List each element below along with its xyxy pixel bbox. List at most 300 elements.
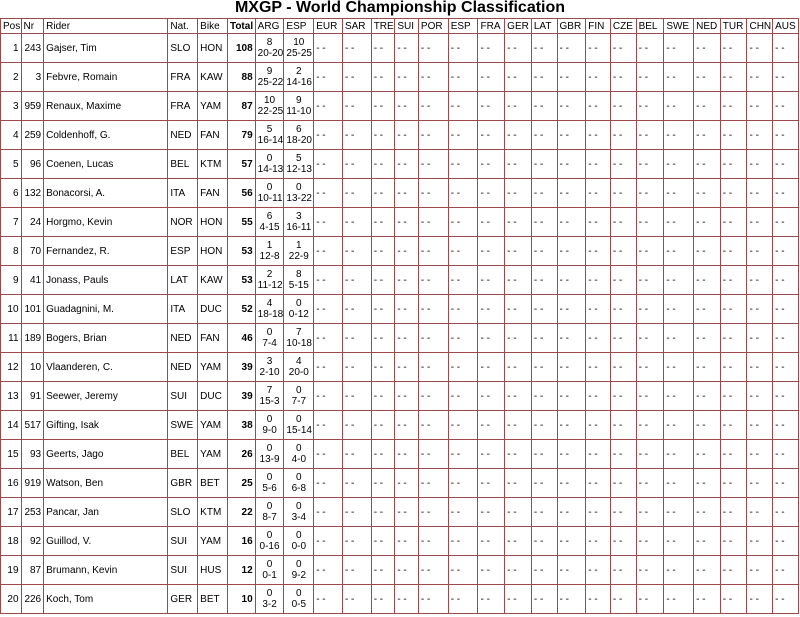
cell-round-empty: - -	[610, 266, 636, 295]
heat-points: 3-2	[262, 599, 277, 610]
cell-round-empty: - -	[505, 179, 532, 208]
cell-round-empty: - -	[448, 527, 478, 556]
cell-number: 189	[21, 324, 44, 353]
cell-round-empty: - -	[448, 34, 478, 63]
cell-round-empty: - -	[773, 585, 799, 614]
round-points: 0	[266, 443, 273, 454]
cell-round-empty: - -	[505, 411, 532, 440]
cell-round-empty: - -	[314, 208, 343, 237]
cell-round-empty: - -	[610, 295, 636, 324]
heat-points: 20-20	[257, 48, 284, 59]
cell-total: 108	[227, 34, 255, 63]
cell-round-empty: - -	[505, 498, 532, 527]
cell-round-empty: - -	[636, 440, 664, 469]
cell-round-empty: - -	[586, 92, 611, 121]
cell-round-empty: - -	[720, 121, 747, 150]
cell-rider: Guadagnini, M.	[44, 295, 168, 324]
cell-round-empty: - -	[531, 63, 557, 92]
round-points: 0	[296, 559, 302, 570]
cell-round-empty: - -	[773, 498, 799, 527]
cell-round-result	[284, 92, 314, 121]
cell-round-result	[284, 208, 314, 237]
cell-round-empty: - -	[342, 63, 371, 92]
cell-round-empty: - -	[586, 150, 611, 179]
cell-round-empty: - -	[747, 266, 773, 295]
cell-round-empty: - -	[371, 237, 395, 266]
cell-round-empty: - -	[371, 324, 395, 353]
cell-round-empty: - -	[773, 469, 799, 498]
round-points: 6	[266, 211, 273, 222]
round-points: 7	[296, 327, 302, 338]
cell-bike: DUC	[198, 295, 228, 324]
cell-round-empty: - -	[531, 411, 557, 440]
cell-round-empty: - -	[314, 353, 343, 382]
cell-round-empty: - -	[448, 63, 478, 92]
round-points: 0	[296, 588, 302, 599]
cell-nationality: ITA	[168, 179, 198, 208]
round-points: 10	[263, 95, 276, 106]
cell-pos: 1	[1, 34, 22, 63]
cell-round-empty: - -	[664, 34, 694, 63]
cell-round-empty: - -	[586, 527, 611, 556]
cell-round-empty: - -	[478, 382, 505, 411]
round-points: 0	[266, 414, 273, 425]
cell-round-empty: - -	[586, 585, 611, 614]
table-row	[1, 498, 799, 527]
cell-round-empty: - -	[342, 121, 371, 150]
cell-nationality: ESP	[168, 237, 198, 266]
cell-round-empty: - -	[586, 382, 611, 411]
heat-points: 5-15	[288, 280, 309, 291]
round-points: 0	[296, 385, 302, 396]
cell-round-empty: - -	[586, 121, 611, 150]
cell-round-result	[284, 34, 314, 63]
cell-round-empty: - -	[636, 469, 664, 498]
round-points: 0	[296, 530, 302, 541]
cell-round-empty: - -	[395, 179, 419, 208]
cell-round-empty: - -	[448, 556, 478, 585]
cell-round-empty: - -	[636, 585, 664, 614]
table-row	[1, 63, 799, 92]
cell-round-empty: - -	[531, 324, 557, 353]
cell-round-empty: - -	[342, 498, 371, 527]
cell-round-empty: - -	[557, 237, 586, 266]
cell-round-empty: - -	[694, 63, 721, 92]
cell-rider: Jonass, Pauls	[44, 266, 168, 295]
cell-round-empty: - -	[531, 295, 557, 324]
cell-round-empty: - -	[478, 411, 505, 440]
cell-round-empty: - -	[478, 266, 505, 295]
cell-round-empty: - -	[314, 469, 343, 498]
cell-round-empty: - -	[371, 382, 395, 411]
cell-bike: KTM	[198, 150, 228, 179]
cell-round-empty: - -	[586, 353, 611, 382]
cell-total: 88	[227, 63, 255, 92]
cell-round-empty: - -	[720, 237, 747, 266]
cell-round-result	[284, 295, 314, 324]
cell-round-empty: - -	[478, 208, 505, 237]
cell-round-empty: - -	[448, 382, 478, 411]
cell-round-empty: - -	[342, 237, 371, 266]
cell-round-empty: - -	[664, 63, 694, 92]
cell-round-empty: - -	[371, 92, 395, 121]
cell-total: 87	[227, 92, 255, 121]
round-points: 9	[266, 66, 273, 77]
cell-number: 517	[21, 411, 44, 440]
heat-points: 13-22	[286, 193, 312, 204]
heat-points: 10-11	[257, 193, 283, 204]
cell-round-result	[255, 556, 284, 585]
cell-round-result	[284, 469, 314, 498]
cell-round-empty: - -	[636, 63, 664, 92]
cell-round-empty: - -	[448, 440, 478, 469]
cell-round-empty: - -	[747, 237, 773, 266]
cell-round-empty: - -	[557, 411, 586, 440]
cell-round-empty: - -	[747, 208, 773, 237]
cell-round-result	[255, 150, 284, 179]
cell-round-empty: - -	[505, 63, 532, 92]
cell-round-empty: - -	[478, 63, 505, 92]
cell-nationality: SLO	[168, 34, 198, 63]
table-row	[1, 585, 799, 614]
cell-round-empty: - -	[371, 556, 395, 585]
cell-round-empty: - -	[314, 324, 343, 353]
cell-round-empty: - -	[664, 295, 694, 324]
round-points: 5	[296, 153, 302, 164]
heat-points: 7-7	[291, 396, 307, 407]
cell-round-empty: - -	[586, 34, 611, 63]
round-points: 0	[266, 588, 273, 599]
cell-bike: BET	[198, 585, 228, 614]
col-total: Total	[227, 19, 255, 34]
cell-rider: Vlaanderen, C.	[44, 353, 168, 382]
cell-round-empty: - -	[314, 179, 343, 208]
cell-rider: Bogers, Brian	[44, 324, 168, 353]
cell-rider: Horgmo, Kevin	[44, 208, 168, 237]
cell-round-empty: - -	[773, 411, 799, 440]
cell-round-empty: - -	[395, 237, 419, 266]
col-round: FRA	[478, 19, 505, 34]
cell-round-empty: - -	[371, 63, 395, 92]
cell-round-empty: - -	[418, 121, 448, 150]
cell-round-result	[255, 295, 284, 324]
col-round: TUR	[720, 19, 747, 34]
cell-round-empty: - -	[557, 585, 586, 614]
cell-number: 24	[21, 208, 44, 237]
cell-round-empty: - -	[418, 411, 448, 440]
cell-round-empty: - -	[448, 208, 478, 237]
cell-bike: KTM	[198, 498, 228, 527]
cell-round-empty: - -	[478, 353, 505, 382]
heat-points: 7-4	[262, 338, 277, 349]
col-round: CHN	[747, 19, 773, 34]
cell-round-empty: - -	[586, 295, 611, 324]
cell-round-empty: - -	[478, 585, 505, 614]
round-points: 5	[266, 124, 273, 135]
cell-round-empty: - -	[636, 556, 664, 585]
cell-round-empty: - -	[418, 237, 448, 266]
cell-round-empty: - -	[694, 121, 721, 150]
cell-pos: 11	[1, 324, 22, 353]
cell-round-empty: - -	[314, 498, 343, 527]
round-points: 3	[266, 356, 273, 367]
cell-round-empty: - -	[448, 498, 478, 527]
cell-round-empty: - -	[342, 585, 371, 614]
cell-round-empty: - -	[478, 556, 505, 585]
cell-round-empty: - -	[610, 324, 636, 353]
cell-total: 52	[227, 295, 255, 324]
cell-round-empty: - -	[557, 295, 586, 324]
cell-round-empty: - -	[747, 353, 773, 382]
cell-round-empty: - -	[586, 179, 611, 208]
cell-round-empty: - -	[314, 266, 343, 295]
cell-round-result	[284, 498, 314, 527]
cell-bike: YAM	[198, 411, 228, 440]
cell-nationality: NED	[168, 121, 198, 150]
cell-pos: 8	[1, 237, 22, 266]
cell-round-empty: - -	[448, 324, 478, 353]
cell-round-empty: - -	[371, 585, 395, 614]
cell-round-empty: - -	[557, 121, 586, 150]
cell-total: 79	[227, 121, 255, 150]
cell-round-empty: - -	[720, 585, 747, 614]
cell-round-empty: - -	[557, 208, 586, 237]
heat-points: 16-14	[257, 135, 284, 146]
cell-round-empty: - -	[314, 382, 343, 411]
cell-round-empty: - -	[747, 63, 773, 92]
cell-round-empty: - -	[531, 585, 557, 614]
cell-round-empty: - -	[636, 92, 664, 121]
cell-round-empty: - -	[395, 440, 419, 469]
cell-round-empty: - -	[586, 411, 611, 440]
cell-round-empty: - -	[505, 469, 532, 498]
cell-pos: 19	[1, 556, 22, 585]
cell-round-empty: - -	[694, 556, 721, 585]
cell-round-empty: - -	[636, 121, 664, 150]
cell-round-empty: - -	[664, 266, 694, 295]
cell-round-empty: - -	[664, 353, 694, 382]
cell-round-empty: - -	[664, 585, 694, 614]
table-body	[1, 34, 799, 614]
round-points: 0	[266, 472, 273, 483]
cell-round-empty: - -	[342, 324, 371, 353]
cell-round-empty: - -	[610, 585, 636, 614]
cell-round-empty: - -	[531, 121, 557, 150]
cell-round-empty: - -	[694, 411, 721, 440]
cell-round-result	[284, 179, 314, 208]
cell-nationality: SWE	[168, 411, 198, 440]
col-round: SAR	[342, 19, 371, 34]
cell-round-empty: - -	[395, 92, 419, 121]
round-points: 0	[266, 501, 273, 512]
cell-pos: 2	[1, 63, 22, 92]
col-round: SUI	[395, 19, 419, 34]
cell-round-result	[284, 527, 314, 556]
cell-round-empty: - -	[395, 208, 419, 237]
cell-round-empty: - -	[610, 353, 636, 382]
cell-rider: Seewer, Jeremy	[44, 382, 168, 411]
heat-points: 18-18	[257, 309, 284, 320]
cell-round-empty: - -	[720, 324, 747, 353]
cell-round-empty: - -	[636, 179, 664, 208]
cell-round-empty: - -	[314, 63, 343, 92]
cell-total: 25	[227, 469, 255, 498]
cell-round-empty: - -	[505, 121, 532, 150]
cell-round-empty: - -	[342, 527, 371, 556]
cell-round-empty: - -	[371, 440, 395, 469]
cell-round-empty: - -	[395, 266, 419, 295]
cell-round-empty: - -	[342, 34, 371, 63]
cell-nationality: SUI	[168, 382, 198, 411]
cell-round-empty: - -	[448, 469, 478, 498]
cell-round-empty: - -	[314, 411, 343, 440]
cell-bike: FAN	[198, 179, 228, 208]
cell-pos: 20	[1, 585, 22, 614]
heat-points: 6-8	[291, 483, 307, 494]
round-points: 6	[296, 124, 302, 135]
table-row	[1, 527, 799, 556]
cell-number: 3	[21, 63, 44, 92]
cell-nationality: GER	[168, 585, 198, 614]
cell-round-empty: - -	[531, 527, 557, 556]
cell-round-result	[255, 498, 284, 527]
cell-bike: YAM	[198, 527, 228, 556]
cell-round-empty: - -	[636, 527, 664, 556]
cell-round-empty: - -	[694, 266, 721, 295]
cell-round-empty: - -	[395, 324, 419, 353]
heat-points: 14-13	[257, 164, 284, 175]
cell-round-empty: - -	[720, 527, 747, 556]
cell-round-empty: - -	[694, 469, 721, 498]
cell-round-empty: - -	[371, 208, 395, 237]
heat-points: 25-25	[286, 48, 312, 59]
cell-round-empty: - -	[395, 353, 419, 382]
cell-round-empty: - -	[773, 237, 799, 266]
cell-nationality: LAT	[168, 266, 198, 295]
cell-round-empty: - -	[610, 411, 636, 440]
cell-number: 87	[21, 556, 44, 585]
table-row	[1, 411, 799, 440]
cell-round-result	[255, 208, 284, 237]
cell-round-empty: - -	[694, 208, 721, 237]
cell-round-empty: - -	[664, 237, 694, 266]
table-row	[1, 150, 799, 179]
cell-pos: 5	[1, 150, 22, 179]
cell-round-empty: - -	[586, 556, 611, 585]
cell-round-result	[284, 585, 314, 614]
cell-round-empty: - -	[418, 527, 448, 556]
table-row	[1, 353, 799, 382]
cell-round-empty: - -	[664, 440, 694, 469]
cell-nationality: FRA	[168, 92, 198, 121]
cell-bike: KAW	[198, 63, 228, 92]
cell-round-empty: - -	[395, 411, 419, 440]
cell-round-empty: - -	[664, 208, 694, 237]
cell-rider: Watson, Ben	[44, 469, 168, 498]
cell-round-empty: - -	[720, 353, 747, 382]
cell-round-empty: - -	[610, 498, 636, 527]
col-round: SWE	[664, 19, 694, 34]
cell-total: 46	[227, 324, 255, 353]
cell-round-result	[284, 237, 314, 266]
cell-round-empty: - -	[694, 353, 721, 382]
cell-round-empty: - -	[694, 382, 721, 411]
cell-round-empty: - -	[342, 382, 371, 411]
cell-round-empty: - -	[395, 34, 419, 63]
round-points: 0	[296, 443, 302, 454]
col-round: GBR	[557, 19, 586, 34]
cell-round-result	[284, 440, 314, 469]
cell-rider: Gajser, Tim	[44, 34, 168, 63]
col-round: ESP	[284, 19, 314, 34]
cell-round-empty: - -	[610, 121, 636, 150]
cell-round-result	[255, 237, 284, 266]
cell-round-empty: - -	[610, 440, 636, 469]
cell-round-empty: - -	[531, 556, 557, 585]
heat-points: 0-16	[259, 541, 280, 552]
cell-pos: 15	[1, 440, 22, 469]
cell-round-result	[284, 411, 314, 440]
cell-round-empty: - -	[664, 556, 694, 585]
heat-points: 4-0	[291, 454, 307, 465]
cell-round-empty: - -	[314, 150, 343, 179]
cell-bike: YAM	[198, 353, 228, 382]
cell-round-empty: - -	[747, 324, 773, 353]
heat-points: 9-0	[262, 425, 277, 436]
cell-round-empty: - -	[418, 208, 448, 237]
cell-round-result	[255, 353, 284, 382]
cell-round-empty: - -	[773, 324, 799, 353]
cell-round-empty: - -	[773, 63, 799, 92]
heat-points: 16-11	[286, 222, 312, 233]
cell-total: 53	[227, 266, 255, 295]
table-row	[1, 179, 799, 208]
cell-round-empty: - -	[395, 556, 419, 585]
cell-round-result	[284, 324, 314, 353]
cell-number: 919	[21, 469, 44, 498]
cell-round-empty: - -	[720, 208, 747, 237]
cell-round-empty: - -	[314, 34, 343, 63]
cell-round-empty: - -	[342, 440, 371, 469]
table-row	[1, 121, 799, 150]
round-points: 1	[266, 240, 273, 251]
cell-number: 96	[21, 150, 44, 179]
cell-round-result	[255, 63, 284, 92]
cell-rider: Renaux, Maxime	[44, 92, 168, 121]
cell-round-empty: - -	[610, 208, 636, 237]
cell-round-empty: - -	[448, 411, 478, 440]
cell-round-empty: - -	[720, 150, 747, 179]
cell-round-empty: - -	[505, 237, 532, 266]
cell-round-empty: - -	[557, 150, 586, 179]
cell-round-empty: - -	[418, 324, 448, 353]
cell-nationality: SLO	[168, 498, 198, 527]
cell-round-empty: - -	[773, 440, 799, 469]
cell-round-empty: - -	[720, 382, 747, 411]
cell-round-empty: - -	[773, 179, 799, 208]
heat-points: 15-3	[259, 396, 280, 407]
cell-round-result	[255, 585, 284, 614]
heat-points: 14-16	[286, 77, 312, 88]
cell-rider: Geerts, Jago	[44, 440, 168, 469]
cell-round-empty: - -	[505, 556, 532, 585]
cell-round-empty: - -	[636, 266, 664, 295]
heat-points: 18-20	[286, 135, 312, 146]
cell-round-empty: - -	[747, 150, 773, 179]
cell-rider: Bonacorsi, A.	[44, 179, 168, 208]
cell-round-empty: - -	[505, 295, 532, 324]
cell-round-empty: - -	[720, 498, 747, 527]
